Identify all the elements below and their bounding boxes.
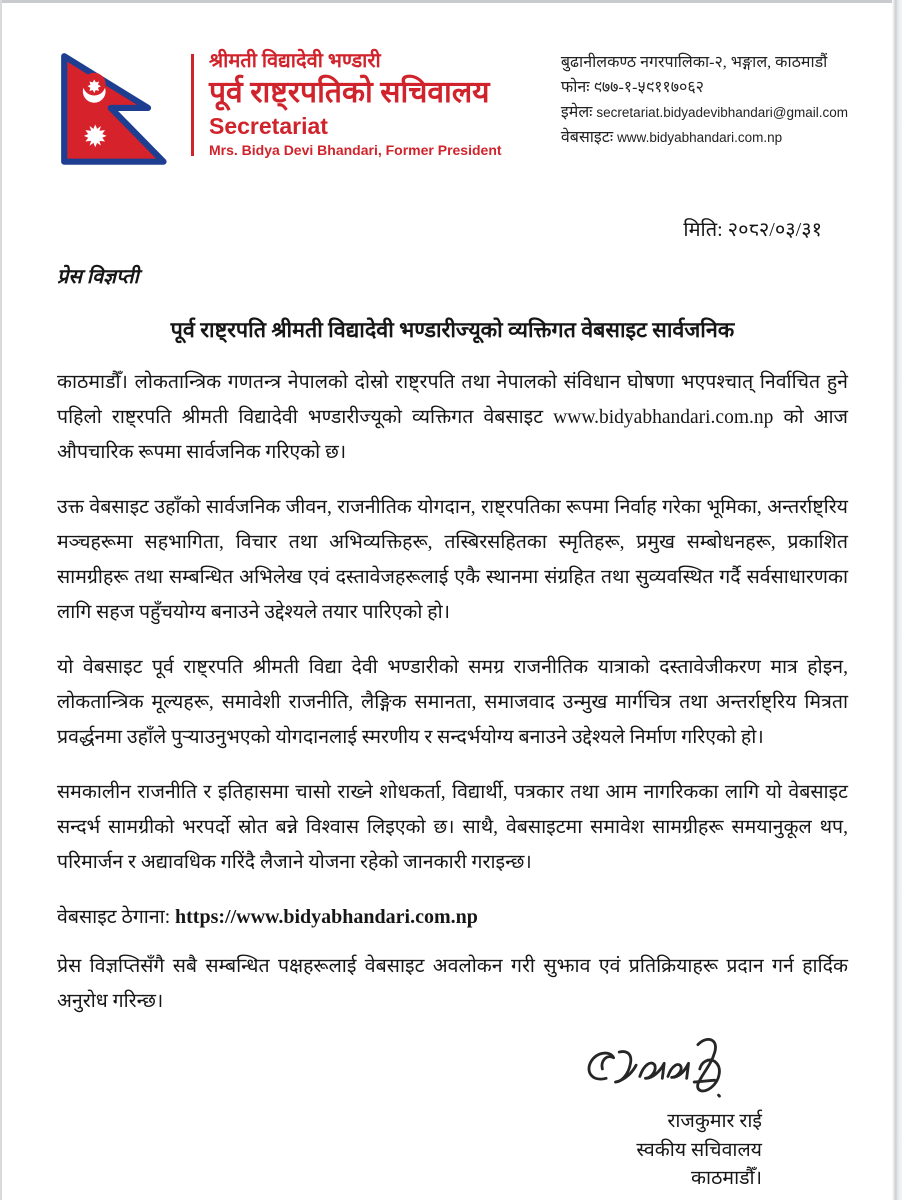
website-address-url: https://www.bidyabhandari.com.np <box>175 906 478 928</box>
phone-label: फोनः <box>560 79 590 96</box>
phone-value: ९७७-१-५९११७०६२ <box>593 79 704 96</box>
scan-edge-right <box>892 0 902 1200</box>
org-identity <box>209 48 502 160</box>
org-subtitle-english: Mrs. Bidya Devi Bhandari, Former President <box>209 142 502 158</box>
body-paragraph-4: समकालीन राजनीति र इतिहासमा चासो राख्ने शोधकर्ता, विद्यार्थी, पत्रकार तथा आम नागरिकका लागि यो वेबसाइट सन्दर्भ सामग्रीको भरपर्दो स्रोत बन्ने विश्वास लिइएको छ। साथै, वेबसाइटमा समावेश सामग्रीहरू समयानुकूल थप, परिमार्जन र अद्यावधिक गरिंदै लैजाने योजना रहेको जानकारी गराइन्छ। <box>57 782 848 873</box>
org-name-nepali: श्रीमती विद्यादेवी भण्डारी <box>209 50 381 72</box>
contact-phone <box>561 75 848 100</box>
body-paragraph-3: यो वेबसाइट पूर्व राष्ट्रपति श्रीमती विद्या देवी भण्डारीको समग्र राजनीतिक यात्राको दस्तावेजीकरण मात्र होइन, लोकतान्त्रिक मूल्यहरू, समावेशी राजनीति, लैङ्गिक समानता, समाजवाद उन्मुख मार्गचित्र तथा अन्तर्राष्ट्रिय मित्रता प्रवर्द्धनमा उहाँले पुऱ्याउनुभएको योगदानलाई स्मरणीय र सन्दर्भयोग्य बनाउने उद्देश्यले निर्माण गरिएको हो। <box>57 657 848 748</box>
body-paragraph-1: काठमाडौँ। लोकतान्त्रिक गणतन्त्र नेपालको दोस्रो राष्ट्रपति तथा नेपालको संविधान घोषणा भएपश्चात् निर्वाचित हुने पहिलो राष्ट्रपति श्रीमती विद्यादेवी भण्डारीज्यूको व्यक्तिगत वेबसाइट www.bidyabhandari.com.np को आज औपचारिक रूपमा सार्वजनिक गरिएको छ। <box>57 372 848 463</box>
contact-email <box>561 100 848 125</box>
contact-address: बुढानीलकण्ठ नगरपालिका-२, भङ्गाल, काठमाडौं <box>560 54 828 71</box>
org-name-english: Secretariat <box>209 113 328 139</box>
signatory-name: राजकुमार राई <box>667 1111 762 1132</box>
signatory-title: स्वकीय सचिवालय <box>636 1139 762 1161</box>
scan-edge-top <box>0 0 902 3</box>
org-title-nepali: पूर्व राष्ट्रपतिको सचिवालय <box>209 76 490 109</box>
headline: पूर्व राष्ट्रपति श्रीमती विद्यादेवी भण्डारीज्यूको व्यक्तिगत वेबसाइट सार्वजनिक <box>170 318 735 342</box>
signature-block <box>57 1033 848 1194</box>
scan-edge-left <box>0 0 2 1200</box>
signature-image <box>578 1033 756 1108</box>
contact-block <box>561 50 848 150</box>
website-address-line <box>57 902 848 929</box>
signatory-place: काठमाडौँ। <box>691 1168 762 1189</box>
website-value: www.bidyabhandari.com.np <box>617 130 783 145</box>
email-value: secretariat.bidyadevibhandari@gmail.com <box>596 105 848 120</box>
website-label: वेबसाइटः <box>560 129 614 146</box>
date-line: मिति: २०८२/०३/३१ <box>683 219 822 241</box>
contact-website <box>561 125 848 150</box>
website-address-label: वेबसाइट ठेगाना: <box>57 907 171 928</box>
email-label: इमेलः <box>560 104 593 121</box>
press-release-label: प्रेस विज्ञप्ती <box>57 266 139 288</box>
letterhead <box>57 46 848 173</box>
nepal-flag-logo <box>57 52 179 173</box>
closing-paragraph: प्रेस विज्ञप्तिसँगै सबै सम्बन्धित पक्षहरूलाई वेबसाइट अवलोकन गरी सुझाव एवं प्रतिक्रियाहरू प्रदान गर्न हार्दिक अनुरोध गरिन्छ। <box>57 956 848 1012</box>
body-paragraph-2: उक्त वेबसाइट उहाँको सार्वजनिक जीवन, राजनीतिक योगदान, राष्ट्रपतिका रूपमा निर्वाह गरेका भूमिका, अन्तर्राष्ट्रिय मञ्चहरूमा सहभागिता, विचार तथा अभिव्यक्तिहरू, तस्बिरसहितका स्मृतिहरू, प्रमुख सम्बोधनहरू, प्रकाशित सामग्रीहरू तथा सम्बन्धित अभिलेख एवं दस्तावेजहरूलाई एकै स्थानमा संग्रहित तथा सुव्यवस्थित गर्दै सर्वसाधारणका लागि सहज पहुँचयोग्य बनाउने उद्देश्यले तयार पारिएको हो। <box>57 497 848 623</box>
letterhead-divider <box>191 54 194 156</box>
